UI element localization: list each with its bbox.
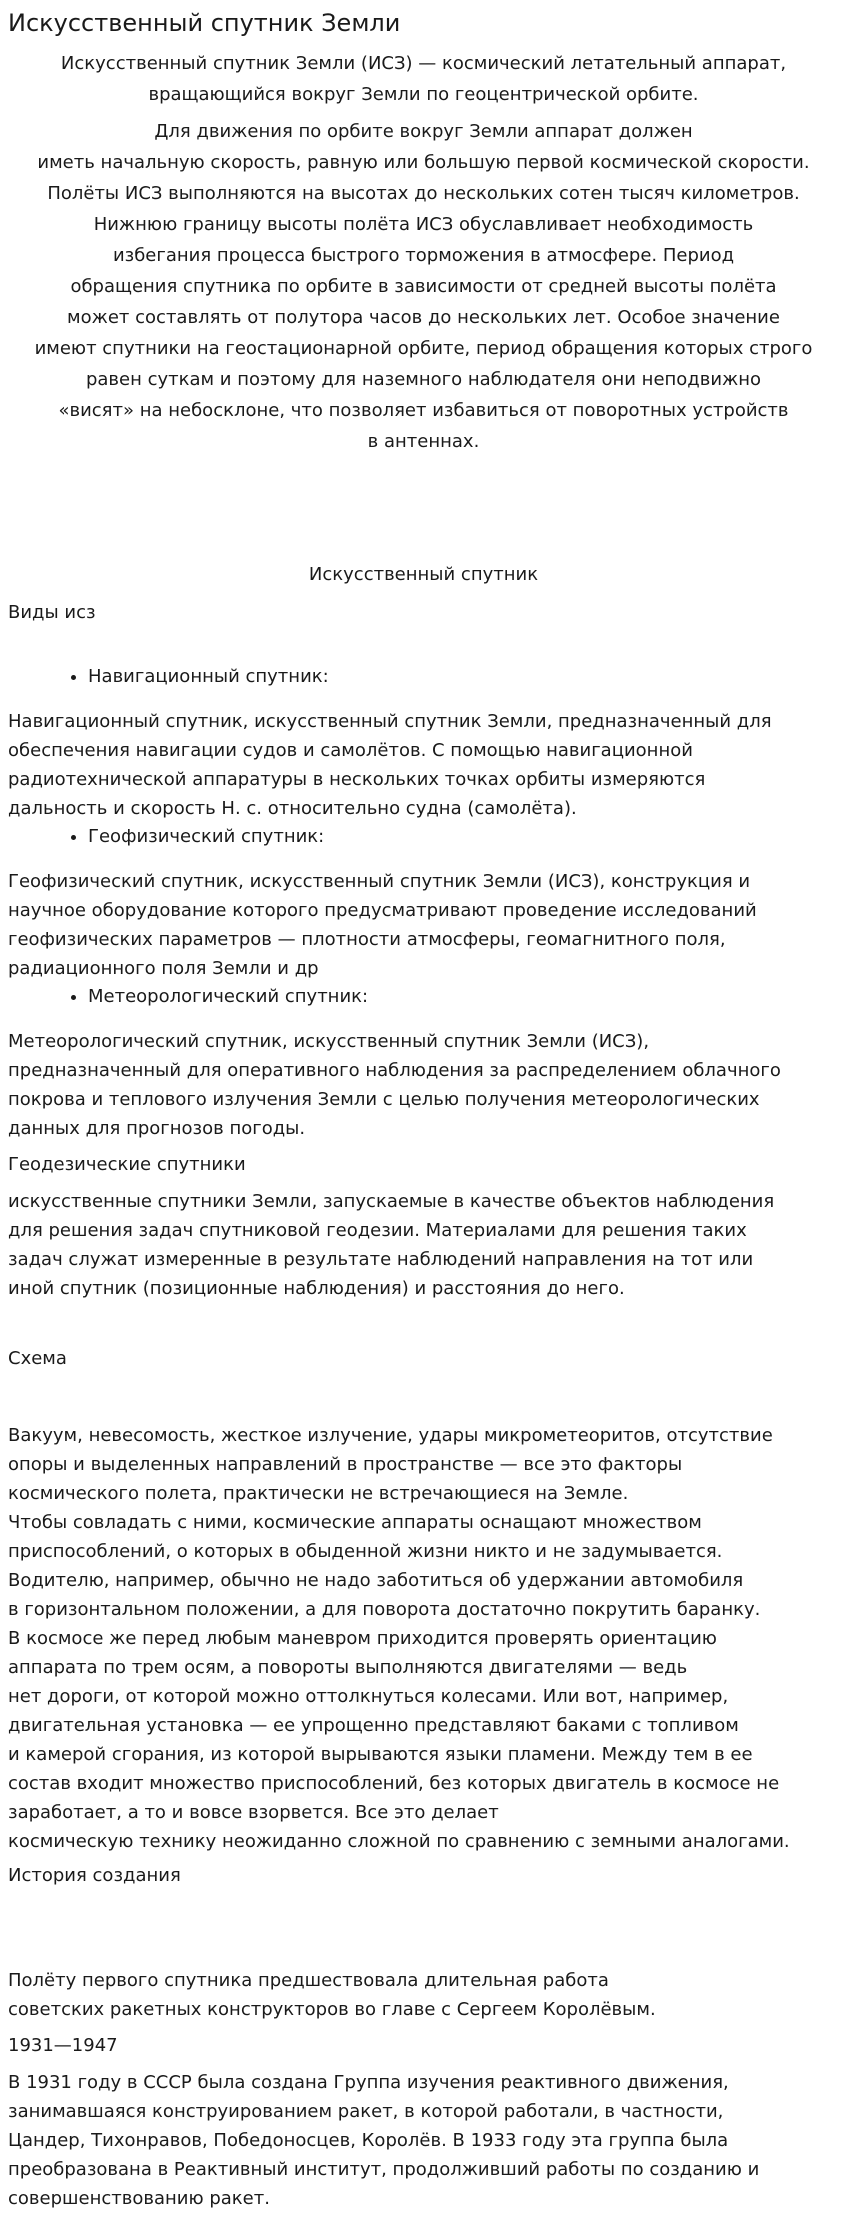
navigation-satellite-label: • Навигационный спутник: [88,663,839,691]
period-heading: 1931—1947 [8,2035,118,2056]
types-list-meteorological [8,983,839,1011]
navigation-satellite-text: Навигационный спутник, искусственный спутник Земли, предназначенный для обеспечения навигации судов и самолётов. С помощью навигационной радиотехнической аппаратуры в нескольких точках орбиты измеряются дальность и скорость Н. с. относительно судна (самолёта). [8,711,772,819]
geophysical-satellite-text: Геофизический спутник, искусственный спутник Земли (ИСЗ), конструкция и научное оборудование которого предусматривают проведение исследований геофизических параметров — плотности атмосферы, геомагнитного поля, радиационного поля Земли и др [8,871,757,979]
geodetic-heading: Геодезические спутники [8,1154,246,1175]
meteorological-satellite-label: • Метеорологический спутник: [88,983,839,1011]
history-heading: История создания [8,1865,181,1886]
meteorological-satellite-text: Метеорологический спутник, искусственный спутник Земли (ИСЗ), предназначенный для оперативного наблюдения за распределением облачного покрова и теплового излучения Земли с целью получения метеорологических данных для прогнозов погоды. [8,1031,781,1139]
scheme-text: Вакуум, невесомость, жесткое излучение, удары микрометеоритов, отсутствие опоры и выделенных направлений в пространстве — все это факторы космического полета, практически не встречающиеся на Земле. Чтобы совладать с ними, космические аппараты оснащают множеством приспособлений, о которых в обыденной жизни никто и не задумывается. Водителю, например, обычно не надо заботиться об удержании автомобиля в горизонтальном положении, а для поворота достаточно покрутить баранку. В космосе же перед любым маневром приходится проверять ориентацию аппарата по трем осям, а повороты выполняются двигателями — ведь нет дороги, от которой можно оттолкнуться колесами. Или вот, например, двигательная установка — ее упрощенно представляют баками с топливом и камерой сгорания, из которой вырываются языки пламени. Между тем в ее состав входит множество приспособлений, без которых двигатель в космосе не заработает, а то и вовсе взорвется. Все это делает космическую технику неожиданно сложной по сравнению с земными аналогами. [8,1425,790,1852]
intro-paragraph: Для движения по орбите вокруг Земли аппарат должен иметь начальную скорость, равную или большую первой космической скорости. Полёты ИСЗ выполняются на высотах до нескольких сотен тысяч километров. Нижнюю границу высоты полёта ИСЗ обуславливает необходимость избегания процесса быстрого торможения в атмосфере. Период обращения спутника по орбите в зависимости от средней высоты полёта может составлять от полутора часов до нескольких лет. Особое значение имеют спутники на геостационарной орбите, период обращения которых строго равен суткам и поэтому для наземного наблюдателя они неподвижно «висят» на небосклоне, что позволяет избавиться от поворотных устройств в антеннах. [34,121,813,452]
geophysical-satellite-label: • Геофизический спутник: [88,823,839,851]
scheme-heading: Схема [8,1348,67,1369]
types-list-geophysical [8,823,839,851]
types-list-navigation [8,663,839,691]
types-heading: Виды исз [8,602,96,623]
lead-paragraph: Искусственный спутник Земли (ИСЗ) — космический летательный аппарат, вращающийся вокруг Земли по геоцентрической орбите. [60,53,787,105]
page-title: Искусственный спутник Земли [8,9,401,37]
history-intro: Полёту первого спутника предшествовала длительная работа советских ракетных конструкторов во главе с Сергеем Королёвым. [8,1970,656,2020]
geodetic-text: искусственные спутники Земли, запускаемые в качестве объектов наблюдения для решения задач спутниковой геодезии. Материалами для решения таких задач служат измеренные в результате наблюдений направления на тот или иной спутник (позиционные наблюдения) и расстояния до него. [8,1191,775,1299]
image-caption: Искусственный спутник [308,564,539,585]
period-text: В 1931 году в СССР была создана Группа изучения реактивного движения, занимавшаяся конструированием ракет, в которой работали, в частности, Цандер, Тихонравов, Победоносцев, Королёв. В 1933 году эта группа была преобразована в Реактивный институт, продолживший работы по созданию и совершенствованию ракет. [8,2072,760,2209]
